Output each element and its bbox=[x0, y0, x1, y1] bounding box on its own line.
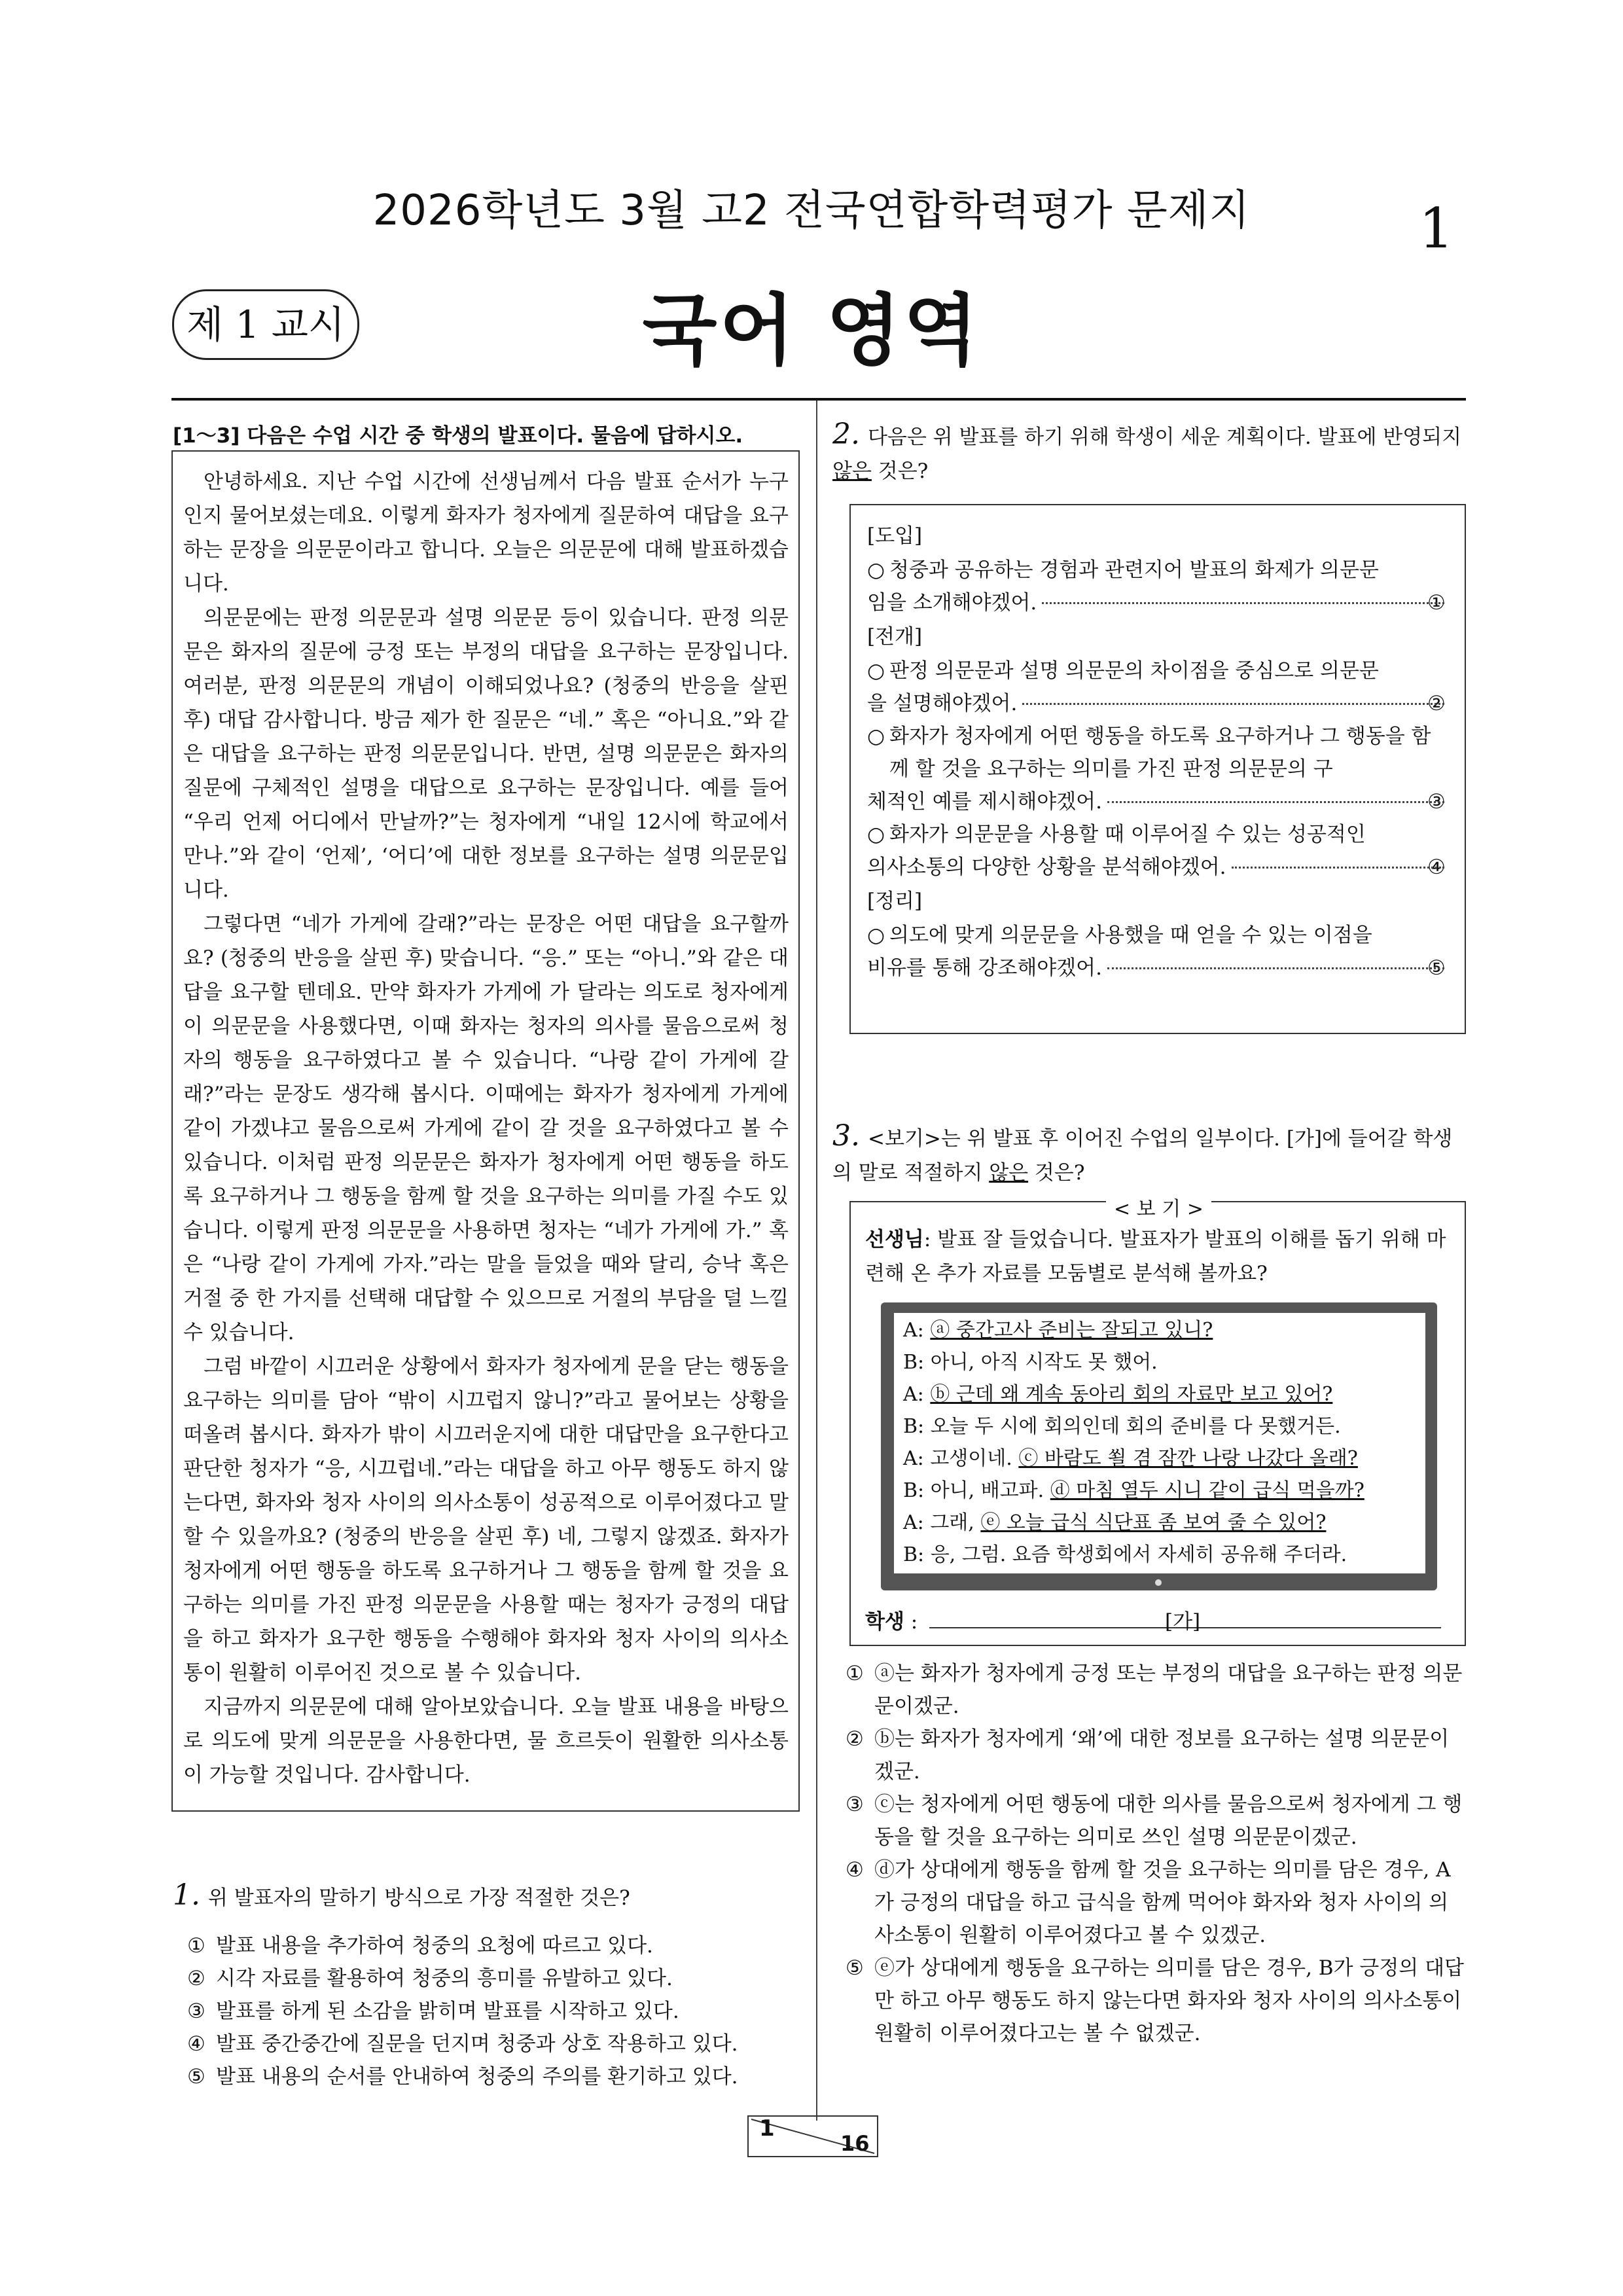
speaker: A bbox=[903, 1319, 918, 1342]
speaker: B bbox=[903, 1543, 918, 1566]
answer-option[interactable] bbox=[187, 1962, 802, 1995]
plan-item-text: 체적인 예를 제시해야겠어. bbox=[867, 790, 1102, 814]
answer-option[interactable] bbox=[187, 2028, 802, 2060]
top-rule bbox=[171, 398, 1466, 401]
option-text: ⓔ가 상대에게 행동을 요구하는 의미를 담은 경우, B가 긍정의 대답만 하고 아무 행동도 하지 않는다면 화자와 청자 사이의 의사소통이 원활히 이루어졌다고는 볼 수 없겠군. bbox=[874, 1956, 1464, 2045]
question-number: 1. bbox=[173, 1878, 200, 1912]
bullet-mark: ○ bbox=[867, 924, 885, 947]
answer-option[interactable] bbox=[846, 1788, 1467, 1854]
answer-option[interactable] bbox=[846, 1854, 1467, 1952]
plan-item: ○ 청중과 공유하는 경험과 관련지어 발표의 화제가 의문문 임을 소개해야겠어. ① bbox=[867, 554, 1450, 619]
leader-dots bbox=[1107, 967, 1444, 969]
speaker: B bbox=[903, 1415, 918, 1438]
option-text: 시각 자료를 활용하여 청중의 흥미를 유발하고 있다. bbox=[216, 1967, 673, 1990]
plan-section-title: [전개] bbox=[867, 625, 923, 649]
plan-item-text: 화자가 청자에게 어떤 행동을 하도록 요구하거나 그 행동을 함께 할 것을 요구하는 의미를 가진 판정 의문문의 구 bbox=[889, 725, 1431, 781]
dialogue-line bbox=[903, 1314, 1420, 1346]
line-text: : 그래, bbox=[917, 1511, 981, 1534]
plan-section-title: [정리] bbox=[867, 889, 923, 913]
line-text: : 아니, 아직 시작도 못 했어. bbox=[918, 1351, 1158, 1374]
bullet-mark: ○ bbox=[867, 659, 885, 683]
plan-item-text: 비유를 통해 강조해야겠어. bbox=[867, 956, 1102, 980]
answer-option[interactable] bbox=[187, 1995, 802, 2028]
leader-dots bbox=[1022, 703, 1444, 705]
line-text: : 고생이네. bbox=[917, 1447, 1019, 1470]
speaker: A bbox=[903, 1511, 918, 1534]
speaker: A bbox=[903, 1447, 918, 1470]
option-number: ④ bbox=[846, 1858, 864, 1882]
plan-item-text: 임을 소개해야겠어. bbox=[867, 591, 1037, 615]
option-number: ① bbox=[187, 1934, 205, 1958]
plan-item-text: 의도에 맞게 의문문을 사용했을 때 얻을 수 있는 이점을 bbox=[889, 924, 1372, 947]
question-number: 2. bbox=[832, 418, 860, 451]
page-number: 1 bbox=[759, 2115, 775, 2142]
line-text: : bbox=[917, 1383, 931, 1406]
plan-content bbox=[867, 518, 1450, 984]
student-label: 학생 bbox=[865, 1610, 904, 1634]
exam-title: 2026학년도 3월 고2 전국연합학력평가 문제지 bbox=[372, 187, 1251, 235]
option-number: ③ bbox=[846, 1793, 864, 1816]
plan-item: ○ 판정 의문문과 설명 의문문의 차이점을 중심으로 의문문 을 설명해야겠어. ② bbox=[867, 655, 1450, 720]
question-1-stem bbox=[173, 1878, 801, 1915]
passage-paragraph: 그렇다면 “네가 가게에 갈래?”라는 문장은 어떤 대답을 요구할까요? (청중의 반응을 살핀 후) 맞습니다. “응.” 또는 “아니.”와 같은 대답을 요구할 텐데요. 만약 화자가 가게에 가 달라는 의도로 청자에게 이 의문문을 사용했다면, 이때 화자는 청자의 의사를 물음으로써 청자의 행동을 요구하였다고 볼 수 있습니다. “나랑 같이 가게에 갈래?”라는 문장도 생각해 봅시다. 이때에는 화자가 청자에게 가게에 같이 가겠냐고 물음으로써 가게에 같이 갈 것을 요구하였다고 볼 수 있습니다. 이처럼 판정 의문문은 화자가 청자에게 어떤 행동을 하도록 요구하거나 그 행동을 함께 할 것을 요구하는 의미를 가질 수도 있습니다. 이렇게 판정 의문문을 사용하면 청자는 “네가 가게에 가.” 혹은 “나랑 같이 가게에 가자.”라는 말을 들었을 때와 달리, 승낙 혹은 거절 중 한 가지를 선택해 대답할 수 있으므로 거절의 부담을 덜 느낄 수 있습니다. bbox=[183, 912, 789, 1344]
dialogue-line bbox=[903, 1410, 1420, 1443]
question-text: 것은? bbox=[871, 459, 929, 483]
blank-label: [가] bbox=[1165, 1610, 1201, 1634]
option-number: ② bbox=[187, 1967, 205, 1990]
question-text: <보기>는 위 발표 후 이어진 수업의 일부이다. [가]에 들어갈 학생의 말로 적절하지 bbox=[832, 1127, 1453, 1185]
question-number: 3. bbox=[832, 1119, 860, 1153]
column-divider bbox=[816, 401, 817, 2121]
dialogue-line bbox=[903, 1539, 1420, 1571]
option-text: 발표 내용의 순서를 안내하여 청중의 주의를 환기하고 있다. bbox=[216, 2065, 738, 2089]
leader-dots bbox=[1232, 867, 1445, 869]
bogi-label: < 보 기 > bbox=[1106, 1193, 1211, 1221]
student-line: 학생 : bbox=[865, 1610, 918, 1634]
passage-paragraph: 안녕하세요. 지난 수업 시간에 선생님께서 다음 발표 순서가 누구인지 물어보셨는데요. 이렇게 화자가 청자에게 질문하여 대답을 요구하는 문장을 의문문이라고 합니다. 오늘은 의문문에 대해 발표하겠습니다. bbox=[183, 470, 789, 596]
plan-item-text: 의사소통의 다양한 상황을 분석해야겠어. bbox=[867, 855, 1226, 879]
plan-section-title: [도입] bbox=[867, 524, 923, 548]
question-2-stem bbox=[832, 418, 1467, 488]
line-text: : 응, 그럼. 요즘 학생회에서 자세히 공유해 주더라. bbox=[918, 1543, 1347, 1566]
plan-item-text: 판정 의문문과 설명 의문문의 차이점을 중심으로 의문문 bbox=[889, 659, 1379, 683]
option-number: ⑤ bbox=[187, 2065, 205, 2089]
underlined-question: ⓓ 마침 열두 시니 같이 급식 먹을까? bbox=[1050, 1479, 1364, 1502]
passage-paragraph: 그럼 바깥이 시끄러운 상황에서 화자가 청자에게 문을 닫는 행동을 요구하는 의미를 담아 “밖이 시끄럽지 않니?”라고 물어보는 상황을 떠올려 봅시다. 화자가 밖이 시끄러운지에 대한 대답만을 요구한다고 판단한 청자가 “응, 시끄럽네.”라는 대답을 하고 아무 행동도 하지 않는다면, 화자와 청자 사이의 의사소통이 성공적으로 이루어졌다고 말할 수 있을까요? (청중의 반응을 살핀 후) 네, 그렇지 않겠죠. 화자가 청자에게 어떤 행동을 하도록 요구하거나 그 행동을 함께 할 것을 요구하는 의미를 가진 판정 의문문을 사용할 때는 청자가 긍정의 대답을 하고 화자가 요구한 행동을 수행해야 화자와 청자 사이의 의사소통이 원활히 이루어진 것으로 볼 수 있습니다. bbox=[183, 1355, 789, 1685]
plan-item-text: 청중과 공유하는 경험과 관련지어 발표의 화제가 의문문 bbox=[889, 558, 1379, 582]
teacher-label: 선생님 bbox=[865, 1228, 924, 1251]
teacher-text: : 발표 잘 들었습니다. 발표자가 발표의 이해를 돕기 위해 마련해 온 추가 자료를 모둠별로 분석해 볼까요? bbox=[865, 1228, 1446, 1285]
bullet-mark: ○ bbox=[867, 558, 885, 582]
passage-text bbox=[183, 465, 789, 1792]
underlined-question: ⓔ 오늘 급식 식단표 좀 보여 줄 수 있어? bbox=[980, 1511, 1327, 1534]
question-emphasis: 않은 bbox=[832, 459, 872, 483]
answer-option[interactable] bbox=[846, 1952, 1467, 2050]
line-text: : bbox=[917, 1319, 931, 1342]
dialogue bbox=[903, 1314, 1420, 1571]
line-text: : 오늘 두 시에 회의인데 회의 준비를 다 못했거든. bbox=[918, 1415, 1341, 1438]
option-text: ⓒ는 청자에게 어떤 행동에 대한 의사를 물음으로써 청자에게 그 행동을 할 것을 요구하는 의미로 쓰인 설명 의문문이겠군. bbox=[874, 1793, 1463, 1849]
option-text: 발표를 하게 된 소감을 밝히며 발표를 시작하고 있다. bbox=[216, 2000, 679, 2023]
question-text: 것은? bbox=[1028, 1161, 1085, 1185]
question-text: 위 발표자의 말하기 방식으로 가장 적절한 것은? bbox=[207, 1886, 630, 1910]
underlined-question: ⓑ 근데 왜 계속 동아리 회의 자료만 보고 있어? bbox=[930, 1383, 1333, 1406]
dialogue-line bbox=[903, 1443, 1420, 1475]
passage-paragraph: 의문문에는 판정 의문문과 설명 의문문 등이 있습니다. 판정 의문문은 화자의 질문에 긍정 또는 부정의 대답을 요구하는 문장입니다. 여러분, 판정 의문문의 개념이 이해되었나요? (청중의 반응을 살핀 후) 대답 감사합니다. 방금 제가 한 질문은 “네.” 혹은 “아니요.”와 같은 대답을 요구하는 판정 의문문입니다. 반면, 설명 의문문은 화자의 질문에 구체적인 설명을 대답으로 요구하는 문장입니다. 예를 들어 “우리 언제 어디에서 만날까?”는 청자에게 “내일 12시에 학교에서 만나.”와 같이 ‘언제’, ‘어디’에 대한 정보를 요구하는 설명 의문문입니다. bbox=[183, 606, 789, 902]
dialogue-line bbox=[903, 1378, 1420, 1410]
subject-title: 국어 영역 bbox=[642, 285, 981, 376]
answer-option[interactable] bbox=[187, 2060, 802, 2093]
dialogue-line bbox=[903, 1475, 1420, 1507]
leader-dots bbox=[1042, 602, 1444, 604]
monitor-power-dot bbox=[1155, 1579, 1162, 1586]
option-text: ⓐ는 화자가 청자에게 긍정 또는 부정의 대답을 요구하는 판정 의문문이겠군. bbox=[874, 1662, 1463, 1718]
plan-item-text: 화자가 의문문을 사용할 때 이루어질 수 있는 성공적인 bbox=[889, 823, 1366, 846]
bullet-mark: ○ bbox=[867, 823, 885, 846]
option-number: ① bbox=[846, 1662, 864, 1685]
passage-paragraph: 지금까지 의문문에 대해 알아보았습니다. 오늘 발표 내용을 바탕으로 의도에 맞게 의문문을 사용한다면, 물 흐르듯이 원활한 의사소통이 가능할 것입니다. 감사합니다. bbox=[183, 1695, 789, 1787]
option-number: ② bbox=[846, 1727, 864, 1751]
option-text: ⓓ가 상대에게 행동을 함께 할 것을 요구하는 의미를 담은 경우, A가 긍정의 대답을 하고 급식을 함께 먹어야 화자와 청자 사이의 의사소통이 원활히 이루어졌다고 볼 수 있겠군. bbox=[874, 1858, 1451, 1947]
page-total: 16 bbox=[840, 2131, 870, 2156]
answer-option[interactable] bbox=[846, 1723, 1467, 1788]
underlined-question: ⓐ 중간고사 준비는 잘되고 있니? bbox=[930, 1319, 1213, 1342]
answer-option[interactable] bbox=[187, 1929, 802, 1962]
plan-item: ○ 의도에 맞게 의문문을 사용했을 때 얻을 수 있는 이점을 비유를 통해 강조해야겠어. ⑤ bbox=[867, 919, 1450, 984]
question-text: 다음은 위 발표를 하기 위해 학생이 세운 계획이다. 발표에 반영되지 bbox=[867, 425, 1462, 449]
underlined-question: ⓒ 바람도 쐴 겸 잠깐 나랑 나갔다 올래? bbox=[1018, 1447, 1358, 1470]
period-badge: 제 1 교시 bbox=[172, 289, 359, 360]
teacher-line bbox=[865, 1223, 1454, 1291]
question-3-options bbox=[846, 1657, 1467, 2050]
option-number: ⑤ bbox=[846, 1956, 864, 1980]
option-number: ④ bbox=[187, 2032, 205, 2056]
set-instruction: [1～3] 다음은 수업 시간 중 학생의 발표이다. 물음에 답하시오. bbox=[173, 424, 743, 448]
dialogue-line bbox=[903, 1507, 1420, 1539]
line-text: : 아니, 배고파. bbox=[918, 1479, 1050, 1502]
plan-item: ○ 화자가 청자에게 어떤 행동을 하도록 요구하거나 그 행동을 함께 할 것을 요구하는 의미를 가진 판정 의문문의 구 체적인 예를 제시해야겠어. ③ bbox=[867, 720, 1450, 818]
option-number: ③ bbox=[187, 2000, 205, 2023]
option-text: ⓑ는 화자가 청자에게 ‘왜’에 대한 정보를 요구하는 설명 의문문이겠군. bbox=[874, 1727, 1450, 1784]
speaker: B bbox=[903, 1479, 918, 1502]
question-emphasis: 않은 bbox=[989, 1161, 1029, 1185]
option-text: 발표 중간중간에 질문을 던지며 청중과 상호 작용하고 있다. bbox=[216, 2032, 738, 2056]
answer-option[interactable] bbox=[846, 1657, 1467, 1723]
speaker: A bbox=[903, 1383, 918, 1406]
page-corner-number: 1 bbox=[1419, 196, 1454, 260]
question-1-options bbox=[187, 1929, 802, 2093]
question-3-stem bbox=[832, 1119, 1467, 1190]
plan-item-text: 을 설명해야겠어. bbox=[867, 692, 1018, 715]
plan-item: ○ 화자가 의문문을 사용할 때 이루어질 수 있는 성공적인 의사소통의 다양한 상황을 분석해야겠어. ④ bbox=[867, 818, 1450, 884]
dialogue-line bbox=[903, 1346, 1420, 1378]
leader-dots bbox=[1107, 801, 1444, 803]
bullet-mark: ○ bbox=[867, 725, 885, 748]
speaker: B bbox=[903, 1351, 918, 1374]
option-text: 발표 내용을 추가하여 청중의 요청에 따르고 있다. bbox=[216, 1934, 653, 1958]
